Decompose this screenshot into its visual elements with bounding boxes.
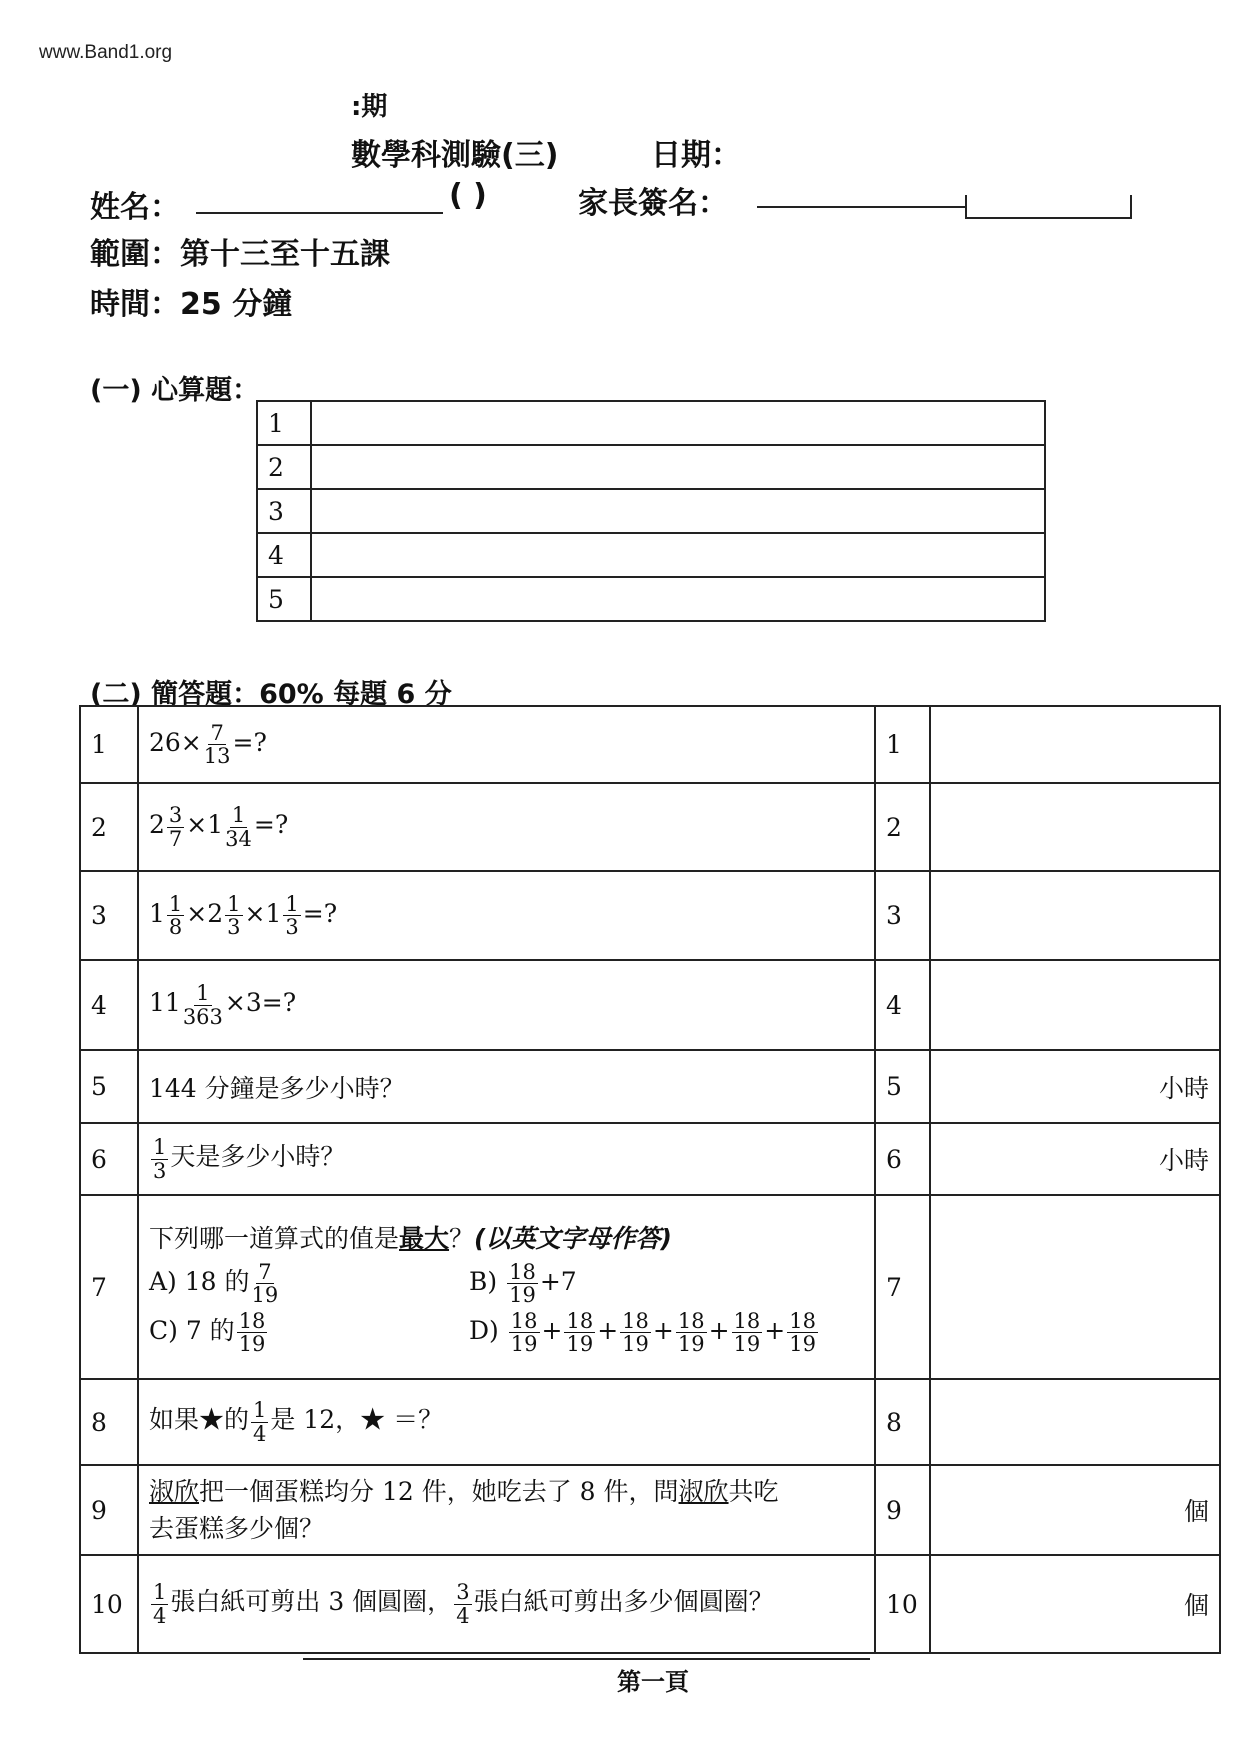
answer-number: 4 [875,960,930,1050]
exam-title: 數學科測驗(三) [351,138,559,173]
question-row [80,1555,1220,1653]
short-answer-table [79,705,1221,1654]
answer-cell[interactable]: 小時 [930,1123,1220,1195]
row-number: 4 [257,533,311,577]
answer-cell[interactable] [311,401,1045,445]
answer-cell[interactable]: 個 [930,1465,1220,1555]
question-text: $\frac{1}{3}$ 天是多少小時？ [138,1123,875,1195]
question-number: 3 [80,871,138,960]
answer-cell[interactable] [311,445,1045,489]
question-text: 26× $\frac{7}{13}$ =? [138,706,875,783]
answer-number: 7 [875,1195,930,1379]
answer-cell[interactable] [930,1379,1220,1465]
question-row [80,1195,1220,1379]
answer-number: 1 [875,706,930,783]
name-label: 姓名： [90,190,180,225]
question-row [80,1050,1220,1123]
question-text: 如果★的 $\frac{1}{4}$ 是 12，★ ＝？ [138,1379,875,1465]
row-number: 2 [257,445,311,489]
class-number: ( ) [449,178,487,213]
answer-number: 5 [875,1050,930,1123]
answer-cell[interactable] [930,871,1220,960]
question-text: 下列哪一道算式的值是最大？(以英文字母作答) A) 18 的 $\frac{7}{19}$ B) $\frac{18}{19}$ +7 C) 7 的 $\frac{18}{19}$ D) $\frac{18}{19}$ + $\frac{18}{19}$ + $\frac{18}{19}$ + $\frac{18}{19}$ + $\frac{18}{19}$ + $\frac{18}{19}$ [138,1195,875,1379]
question-text: 11 $\frac{1}{363}$ ×3=? [138,960,875,1050]
question-row [80,1379,1220,1465]
answer-number: 10 [875,1555,930,1653]
answer-number: 2 [875,783,930,871]
option-b: B) $\frac{18}{19}$ +7 [469,1259,577,1307]
option-d: D) $\frac{18}{19}$ + $\frac{18}{19}$ + $\frac{18}{19}$ + $\frac{18}{19}$ + $\frac{18}{19}$ + $\frac{18}{19}$ [469,1309,816,1357]
mental-math-table [256,400,1046,622]
date-label: 日期： [651,138,741,173]
question-number: 2 [80,783,138,871]
parent-sign-field[interactable] [757,206,965,208]
answer-cell[interactable] [930,783,1220,871]
question-number: 8 [80,1379,138,1465]
answer-number: 8 [875,1379,930,1465]
question-row [80,1465,1220,1555]
answer-cell[interactable] [930,960,1220,1050]
question-number: 6 [80,1123,138,1195]
row-number: 1 [257,401,311,445]
scope: 範圍：第十三至十五課 [90,237,390,272]
question-row [80,1123,1220,1195]
score-box [965,195,1132,219]
section2-title: (二) 簡答題：60% 每題 6 分 [90,679,452,710]
answer-cell[interactable] [311,533,1045,577]
time-limit: 時間：25 分鐘 [90,287,293,322]
question-number: 7 [80,1195,138,1379]
watermark: www.Band1.org [39,42,173,63]
question-number: 5 [80,1050,138,1123]
question-number: 10 [80,1555,138,1653]
row-number: 3 [257,489,311,533]
question-number: 9 [80,1465,138,1555]
question-number: 1 [80,706,138,783]
row-number: 5 [257,577,311,621]
question-row [80,783,1220,871]
question-row [80,871,1220,960]
term-fragment: :期 [351,92,388,122]
question-text: 1 $\frac{1}{8}$ ×2 $\frac{1}{3}$ ×1 $\frac{1}{3}$ =? [138,871,875,960]
page-number: 第一頁 [617,1668,689,1696]
parent-sign-label: 家長簽名： [578,186,728,221]
answer-cell[interactable] [930,1195,1220,1379]
answer-cell[interactable] [311,577,1045,621]
answer-number: 3 [875,871,930,960]
answer-cell[interactable] [930,706,1220,783]
footer-rule [303,1658,870,1660]
answer-number: 6 [875,1123,930,1195]
answer-cell[interactable] [311,489,1045,533]
option-c: C) 7 的 $\frac{18}{19}$ [149,1309,266,1357]
question-row [80,960,1220,1050]
question-text: 淑欣把一個蛋糕均分 12 件，她吃去了 8 件，問淑欣共吃 去蛋糕多少個？ [138,1465,875,1555]
answer-cell[interactable]: 個 [930,1555,1220,1653]
question-text: 2 $\frac{3}{7}$ ×1 $\frac{1}{34}$ =? [138,783,875,871]
name-field[interactable] [196,212,443,214]
section1-title: (一) 心算題： [90,375,260,406]
answer-cell[interactable]: 小時 [930,1050,1220,1123]
question-row [80,706,1220,783]
option-a: A) 18 的 $\frac{7}{19}$ [149,1259,279,1307]
question-text: $\frac{1}{4}$ 張白紙可剪出 3 個圓圈， $\frac{3}{4}$ 張白紙可剪出多少個圓圈？ [138,1555,875,1653]
question-number: 4 [80,960,138,1050]
question-text: 144 分鐘是多少小時？ [138,1050,875,1123]
answer-number: 9 [875,1465,930,1555]
